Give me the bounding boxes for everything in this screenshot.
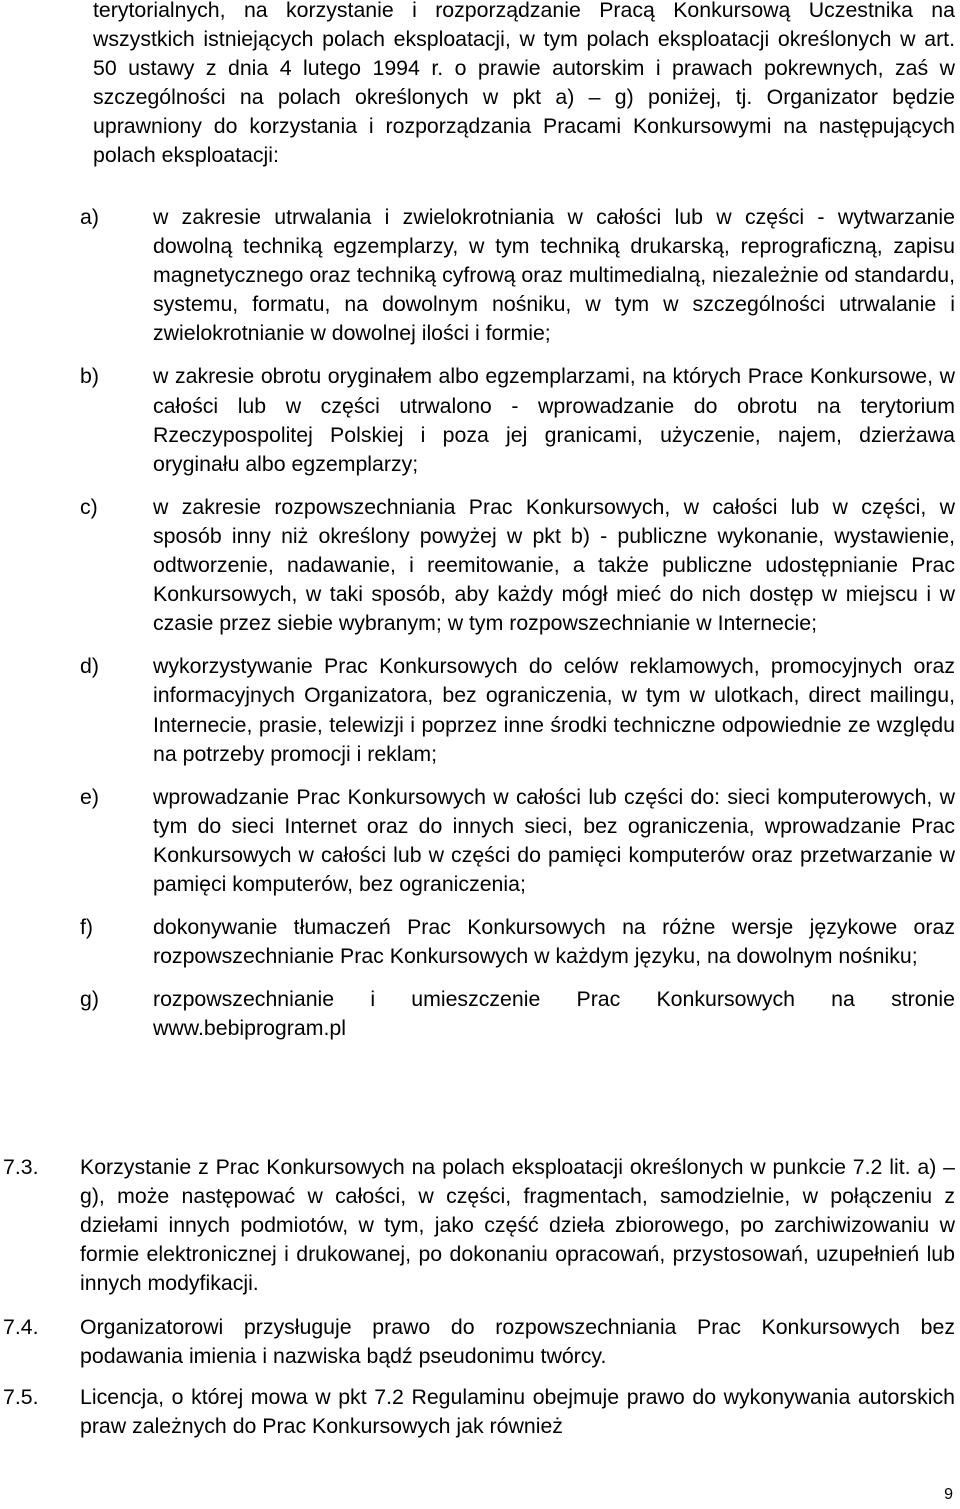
list-item-text: w zakresie rozpowszechniania Prac Konkursowych, w całości lub w części, w sposób inny niż określony powyżej w pkt b) - publiczne wykonanie, wystawienie, odtworzenie, nadawanie, i reemitowanie, a także publiczne udostępnianie Prac Konkursowych, w taki sposób, aby każdy mógł mieć do nich dostęp w miejscu i w czasie przez siebie wybranym; w tym rozpowszechnianie w Internecie;: [153, 494, 955, 636]
section-text: Organizatorowi przysługuje prawo do rozpowszechniania Prac Konkursowych bez podawania imienia i nazwiska bądź pseudonimu twórcy.: [80, 1315, 955, 1369]
list-item-text: dokonywanie tłumaczeń Prac Konkursowych na różne wersje językowe oraz rozpowszechnianie Prac Konkursowych w każdym języku, na dowolnym nośniku;: [153, 915, 955, 969]
list-item-text: w zakresie obrotu oryginałem albo egzemplarzami, na których Prace Konkursowe, w całości lub w części utrwalono - wprowadzanie do obrotu na terytorium Rzeczypospolitej Polskiej i poza jej granicami, użyczenie, najem, dzierżawa oryginału albo egzemplarzy;: [153, 364, 955, 476]
list-item-label: g): [80, 987, 99, 1012]
section-number: 7.5.: [3, 1385, 39, 1409]
list-item-b: [80, 362, 955, 478]
intro-paragraph: terytorialnych, na korzystanie i rozporządzanie Pracą Konkursową Uczestnika na wszystkich istniejących polach eksploatacji, w tym polach eksploatacji określonych w art. 50 ustawy z dnia 4 lutego 1994 r. o prawie autorskim i prawach pokrewnych, zaś w szczególności na polach określonych w pkt a) – g) poniżej, tj. Organizator będzie uprawniony do korzystania i rozporządzania Pracami Konkursowymi na następujących polach eksploatacji:: [93, 0, 955, 168]
section-number: 7.3.: [3, 1155, 39, 1179]
section-7-4: [3, 1313, 955, 1371]
exploitation-fields-list: [80, 203, 955, 1057]
list-item-d: [80, 652, 955, 768]
section-7-3: [3, 1153, 955, 1298]
list-item-label: f): [80, 915, 94, 940]
list-item-text: wykorzystywanie Prac Konkursowych do celów reklamowych, promocyjnych oraz informacyjnych Organizatora, bez ograniczenia, w tym w ulotkach, direct mailingu, Internecie, prasie, telewizji i poprzez inne środki techniczne odpowiednie ze względu na potrzeby promocji i reklam;: [153, 654, 955, 766]
page-number: 9: [944, 1486, 953, 1503]
list-item-c: [80, 493, 955, 638]
list-item-label: b): [80, 364, 99, 389]
list-item-e: [80, 783, 955, 899]
list-item-text: wprowadzanie Prac Konkursowych w całości lub części do: sieci komputerowych, w tym do sieci Internet oraz do innych sieci, bez ograniczenia, wprowadzanie Prac Konkursowych w całości lub w części do pamięci komputerów oraz przetwarzanie w pamięci komputerów, bez ograniczenia;: [153, 784, 955, 896]
list-item-text: rozpowszechnianie i umieszczenie Prac Konkursowych na stronie www.bebiprogram.pl: [153, 987, 955, 1041]
list-item-label: a): [80, 205, 99, 229]
section-7-5: [3, 1383, 955, 1441]
list-item-label: c): [80, 494, 98, 519]
list-item-f: [80, 913, 955, 971]
list-item-text: w zakresie utrwalania i zwielokrotniania w całości lub w części - wytwarzanie dowolną techniką egzemplarzy, w tym techniką drukarską, reprograficzną, zapisu magnetycznego oraz techniką cyfrową oraz multimedialną, niezależnie od standardu, systemu, formatu, na dowolnym nośniku, w tym w szczególności utrwalanie i zwielokrotnianie w dowolnej ilości i formie;: [153, 205, 955, 346]
section-text: Licencja, o której mowa w pkt 7.2 Regulaminu obejmuje prawo do wykonywania autorskich praw zależnych do Prac Konkursowych jak również: [80, 1385, 955, 1439]
section-number: 7.4.: [3, 1315, 39, 1339]
list-item-label: d): [80, 654, 99, 679]
section-text: Korzystanie z Prac Konkursowych na polach eksploatacji określonych w punkcie 7.2 lit. a) – g), może następować w całości, w części, fragmentach, samodzielnie, w połączeniu z dziełami innych podmiotów, w tym, jako część dzieła zbiorowego, po zarchiwizowaniu w formie elektronicznej i drukowanej, po dokonaniu opracowań, przystosowań, uzupełnień lub innych modyfikacji.: [80, 1155, 955, 1296]
list-item-g: [80, 985, 955, 1043]
list-item-a: [80, 203, 955, 348]
list-item-label: e): [80, 784, 99, 809]
